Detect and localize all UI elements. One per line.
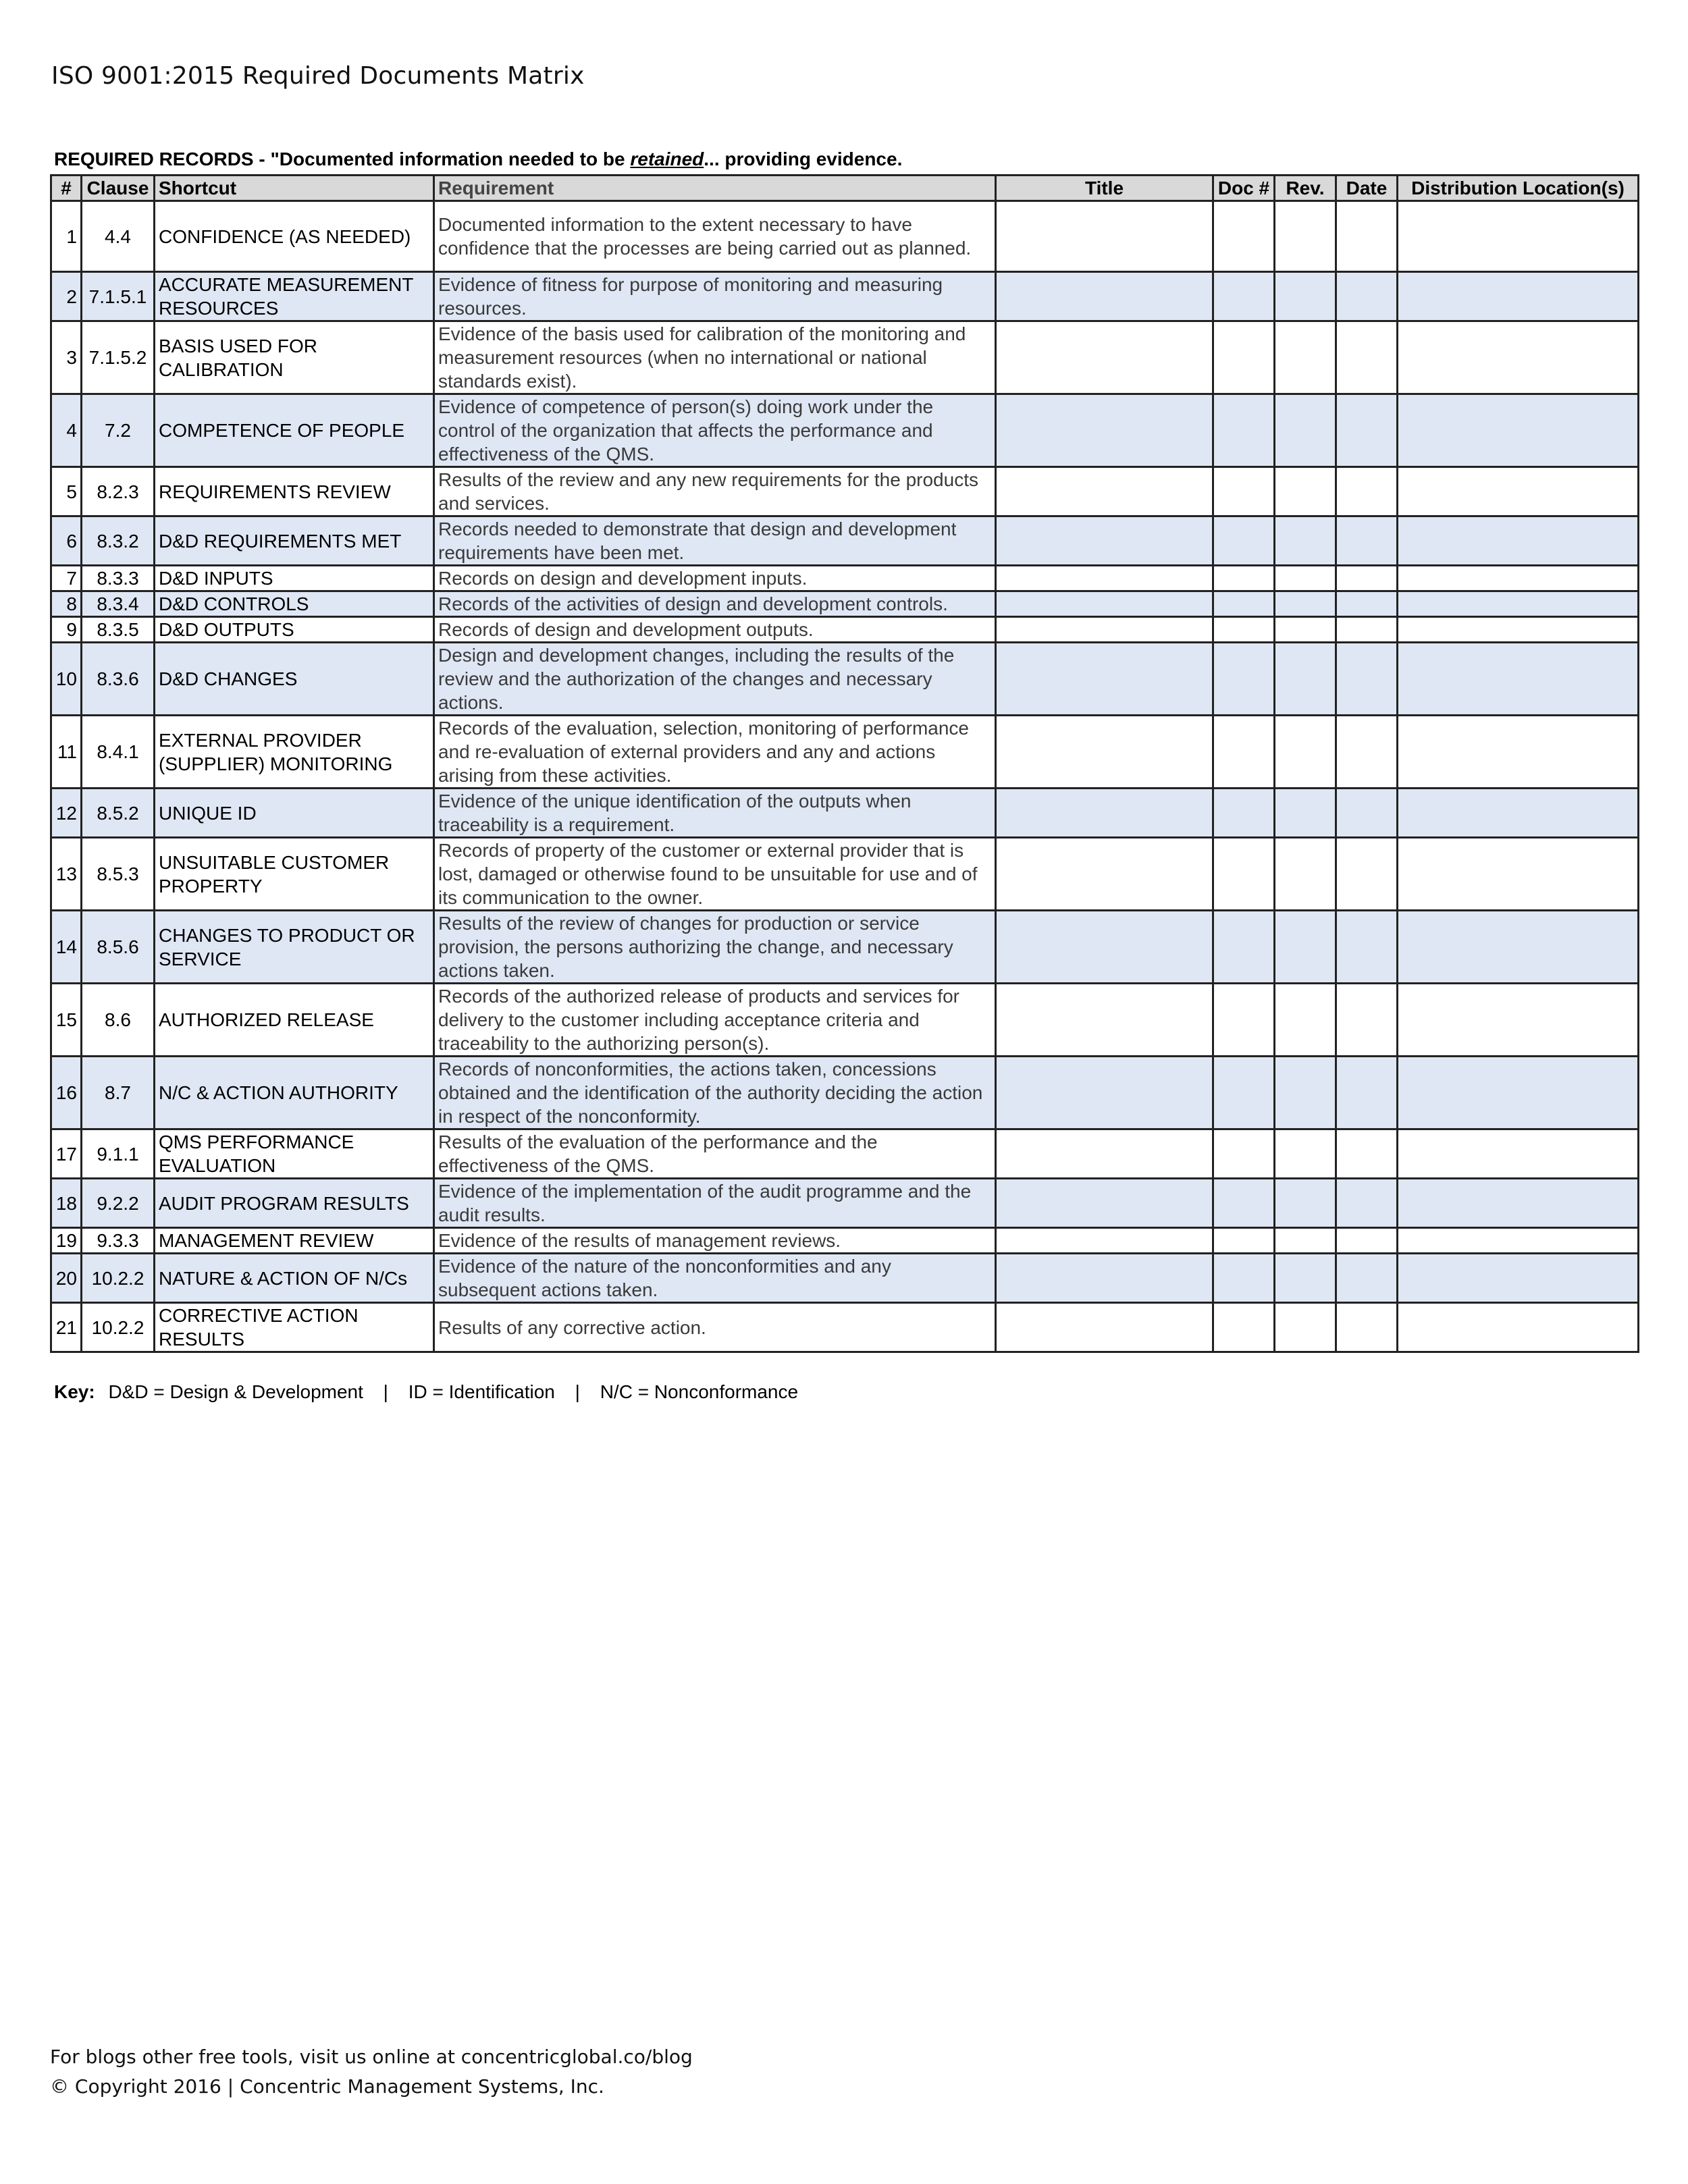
row-requirement: Results of any corrective action. bbox=[434, 1303, 996, 1352]
table-row bbox=[51, 984, 1639, 1057]
row-doc-num-cell bbox=[1213, 394, 1275, 467]
row-doc-num-cell bbox=[1213, 516, 1275, 566]
table-row bbox=[51, 643, 1639, 716]
row-num: 15 bbox=[51, 984, 82, 1057]
row-requirement: Documented information to the extent necessary to have confidence that the processes are being carried out as planned. bbox=[434, 201, 996, 272]
row-rev-cell bbox=[1275, 591, 1336, 617]
row-doc-num-cell bbox=[1213, 1179, 1275, 1228]
row-rev-cell bbox=[1275, 984, 1336, 1057]
table-row bbox=[51, 516, 1639, 566]
row-date-cell bbox=[1336, 394, 1398, 467]
row-clause: 10.2.2 bbox=[82, 1254, 155, 1303]
row-shortcut: ACCURATE MEASUREMENT RESOURCES bbox=[155, 272, 434, 321]
table-row bbox=[51, 201, 1639, 272]
row-rev-cell bbox=[1275, 394, 1336, 467]
row-shortcut: D&D OUTPUTS bbox=[155, 617, 434, 643]
row-requirement: Results of the evaluation of the performance and the effectiveness of the QMS. bbox=[434, 1129, 996, 1179]
row-num: 9 bbox=[51, 617, 82, 643]
row-shortcut: D&D CHANGES bbox=[155, 643, 434, 716]
row-num: 6 bbox=[51, 516, 82, 566]
row-distribution-cell bbox=[1398, 1303, 1639, 1352]
row-doc-num-cell bbox=[1213, 1057, 1275, 1129]
table-row bbox=[51, 394, 1639, 467]
key-entry-id: ID = Identification bbox=[408, 1381, 555, 1402]
row-clause: 8.6 bbox=[82, 984, 155, 1057]
row-clause: 8.3.6 bbox=[82, 643, 155, 716]
header-num: # bbox=[51, 176, 82, 201]
row-shortcut: D&D INPUTS bbox=[155, 566, 434, 591]
row-requirement: Results of the review and any new requirements for the products and services. bbox=[434, 467, 996, 516]
table-row bbox=[51, 1254, 1639, 1303]
row-num: 2 bbox=[51, 272, 82, 321]
row-distribution-cell bbox=[1398, 566, 1639, 591]
header-shortcut: Shortcut bbox=[155, 176, 434, 201]
row-title-cell bbox=[996, 984, 1213, 1057]
key-legend bbox=[54, 1381, 798, 1403]
row-title-cell bbox=[996, 1179, 1213, 1228]
row-title-cell bbox=[996, 838, 1213, 911]
row-requirement: Records of the evaluation, selection, monitoring of performance and re-evaluation of external providers and any and actions arising from these activities. bbox=[434, 716, 996, 789]
row-doc-num-cell bbox=[1213, 984, 1275, 1057]
row-rev-cell bbox=[1275, 1228, 1336, 1254]
row-rev-cell bbox=[1275, 1179, 1336, 1228]
row-requirement: Results of the review of changes for production or service provision, the persons authorizing the change, and necessary actions taken. bbox=[434, 911, 996, 984]
row-rev-cell bbox=[1275, 911, 1336, 984]
footer-blog-line: For blogs other free tools, visit us online at concentricglobal.co/blog bbox=[50, 2046, 693, 2068]
row-requirement: Evidence of the unique identification of the outputs when traceability is a requirement. bbox=[434, 789, 996, 838]
row-rev-cell bbox=[1275, 1254, 1336, 1303]
table-row bbox=[51, 617, 1639, 643]
row-title-cell bbox=[996, 516, 1213, 566]
row-clause: 8.4.1 bbox=[82, 716, 155, 789]
row-clause: 8.5.3 bbox=[82, 838, 155, 911]
row-doc-num-cell bbox=[1213, 566, 1275, 591]
row-title-cell bbox=[996, 617, 1213, 643]
row-num: 14 bbox=[51, 911, 82, 984]
row-num: 17 bbox=[51, 1129, 82, 1179]
row-date-cell bbox=[1336, 591, 1398, 617]
table-row bbox=[51, 272, 1639, 321]
row-date-cell bbox=[1336, 1228, 1398, 1254]
row-title-cell bbox=[996, 911, 1213, 984]
row-num: 10 bbox=[51, 643, 82, 716]
row-distribution-cell bbox=[1398, 201, 1639, 272]
row-clause: 8.3.5 bbox=[82, 617, 155, 643]
row-date-cell bbox=[1336, 716, 1398, 789]
row-shortcut: MANAGEMENT REVIEW bbox=[155, 1228, 434, 1254]
row-rev-cell bbox=[1275, 617, 1336, 643]
table-row bbox=[51, 1303, 1639, 1352]
row-title-cell bbox=[996, 1057, 1213, 1129]
row-date-cell bbox=[1336, 201, 1398, 272]
row-clause: 9.3.3 bbox=[82, 1228, 155, 1254]
table-row bbox=[51, 1179, 1639, 1228]
section-heading-prefix: REQUIRED RECORDS - "Documented information needed to be bbox=[54, 149, 631, 169]
row-requirement: Evidence of the nature of the nonconformities and any subsequent actions taken. bbox=[434, 1254, 996, 1303]
row-num: 7 bbox=[51, 566, 82, 591]
row-distribution-cell bbox=[1398, 321, 1639, 394]
row-date-cell bbox=[1336, 911, 1398, 984]
row-rev-cell bbox=[1275, 643, 1336, 716]
row-requirement: Records of the activities of design and development controls. bbox=[434, 591, 996, 617]
row-distribution-cell bbox=[1398, 716, 1639, 789]
table-header-row bbox=[51, 176, 1639, 201]
table-row bbox=[51, 838, 1639, 911]
row-num: 12 bbox=[51, 789, 82, 838]
row-num: 13 bbox=[51, 838, 82, 911]
row-distribution-cell bbox=[1398, 911, 1639, 984]
row-title-cell bbox=[996, 272, 1213, 321]
row-date-cell bbox=[1336, 1129, 1398, 1179]
row-distribution-cell bbox=[1398, 1228, 1639, 1254]
key-label: Key: bbox=[54, 1381, 95, 1402]
row-title-cell bbox=[996, 1254, 1213, 1303]
row-doc-num-cell bbox=[1213, 272, 1275, 321]
row-title-cell bbox=[996, 1228, 1213, 1254]
row-title-cell bbox=[996, 1129, 1213, 1179]
row-requirement: Records of property of the customer or external provider that is lost, damaged or otherwise found to be unsuitable for use and of its communication to the owner. bbox=[434, 838, 996, 911]
document-title: ISO 9001:2015 Required Documents Matrix bbox=[51, 62, 585, 90]
row-num: 16 bbox=[51, 1057, 82, 1129]
row-date-cell bbox=[1336, 321, 1398, 394]
table-row bbox=[51, 1228, 1639, 1254]
row-shortcut: REQUIREMENTS REVIEW bbox=[155, 467, 434, 516]
row-rev-cell bbox=[1275, 566, 1336, 591]
row-date-cell bbox=[1336, 1254, 1398, 1303]
row-shortcut: UNSUITABLE CUSTOMER PROPERTY bbox=[155, 838, 434, 911]
row-title-cell bbox=[996, 321, 1213, 394]
row-date-cell bbox=[1336, 643, 1398, 716]
row-distribution-cell bbox=[1398, 394, 1639, 467]
row-title-cell bbox=[996, 201, 1213, 272]
row-doc-num-cell bbox=[1213, 467, 1275, 516]
row-shortcut: NATURE & ACTION OF N/Cs bbox=[155, 1254, 434, 1303]
table-row bbox=[51, 716, 1639, 789]
row-title-cell bbox=[996, 566, 1213, 591]
row-rev-cell bbox=[1275, 321, 1336, 394]
row-distribution-cell bbox=[1398, 838, 1639, 911]
row-date-cell bbox=[1336, 566, 1398, 591]
row-num: 3 bbox=[51, 321, 82, 394]
row-requirement: Records of nonconformities, the actions taken, concessions obtained and the identification of the authority deciding the action in respect of the nonconformity. bbox=[434, 1057, 996, 1129]
row-shortcut: AUTHORIZED RELEASE bbox=[155, 984, 434, 1057]
row-date-cell bbox=[1336, 467, 1398, 516]
row-date-cell bbox=[1336, 838, 1398, 911]
row-distribution-cell bbox=[1398, 1057, 1639, 1129]
row-title-cell bbox=[996, 643, 1213, 716]
row-shortcut: EXTERNAL PROVIDER (SUPPLIER) MONITORING bbox=[155, 716, 434, 789]
row-num: 1 bbox=[51, 201, 82, 272]
row-distribution-cell bbox=[1398, 467, 1639, 516]
row-num: 11 bbox=[51, 716, 82, 789]
table-row bbox=[51, 1057, 1639, 1129]
row-clause: 9.2.2 bbox=[82, 1179, 155, 1228]
row-clause: 10.2.2 bbox=[82, 1303, 155, 1352]
row-clause: 8.2.3 bbox=[82, 467, 155, 516]
row-num: 4 bbox=[51, 394, 82, 467]
row-doc-num-cell bbox=[1213, 1228, 1275, 1254]
row-num: 18 bbox=[51, 1179, 82, 1228]
table-row bbox=[51, 911, 1639, 984]
key-separator: | bbox=[383, 1381, 388, 1402]
row-requirement: Records of the authorized release of products and services for delivery to the customer including acceptance criteria and traceability to the authorizing person(s). bbox=[434, 984, 996, 1057]
row-rev-cell bbox=[1275, 272, 1336, 321]
row-doc-num-cell bbox=[1213, 201, 1275, 272]
row-rev-cell bbox=[1275, 838, 1336, 911]
row-num: 8 bbox=[51, 591, 82, 617]
row-requirement: Records needed to demonstrate that design and development requirements have been met. bbox=[434, 516, 996, 566]
key-entry-dd: D&D = Design & Development bbox=[108, 1381, 363, 1402]
row-distribution-cell bbox=[1398, 1254, 1639, 1303]
table-row bbox=[51, 321, 1639, 394]
section-heading-suffix: ... providing evidence. bbox=[704, 149, 903, 169]
row-date-cell bbox=[1336, 1057, 1398, 1129]
row-shortcut: CORRECTIVE ACTION RESULTS bbox=[155, 1303, 434, 1352]
row-shortcut: COMPETENCE OF PEOPLE bbox=[155, 394, 434, 467]
row-requirement: Records of design and development outputs. bbox=[434, 617, 996, 643]
row-shortcut: CONFIDENCE (AS NEEDED) bbox=[155, 201, 434, 272]
row-doc-num-cell bbox=[1213, 1129, 1275, 1179]
row-clause: 8.5.6 bbox=[82, 911, 155, 984]
row-shortcut: D&D CONTROLS bbox=[155, 591, 434, 617]
row-num: 19 bbox=[51, 1228, 82, 1254]
row-rev-cell bbox=[1275, 467, 1336, 516]
row-rev-cell bbox=[1275, 201, 1336, 272]
table-row bbox=[51, 789, 1639, 838]
row-distribution-cell bbox=[1398, 591, 1639, 617]
row-doc-num-cell bbox=[1213, 838, 1275, 911]
row-clause: 7.1.5.2 bbox=[82, 321, 155, 394]
records-body bbox=[51, 201, 1639, 1352]
row-requirement: Design and development changes, including the results of the review and the authorization of the changes and necessary actions. bbox=[434, 643, 996, 716]
row-requirement: Evidence of the basis used for calibration of the monitoring and measurement resources (when no international or national standards exist). bbox=[434, 321, 996, 394]
row-shortcut: CHANGES TO PRODUCT OR SERVICE bbox=[155, 911, 434, 984]
row-requirement: Evidence of the implementation of the audit programme and the audit results. bbox=[434, 1179, 996, 1228]
row-title-cell bbox=[996, 789, 1213, 838]
row-shortcut: AUDIT PROGRAM RESULTS bbox=[155, 1179, 434, 1228]
footer-copyright: © Copyright 2016 | Concentric Management Systems, Inc. bbox=[50, 2075, 604, 2098]
row-requirement: Evidence of fitness for purpose of monitoring and measuring resources. bbox=[434, 272, 996, 321]
row-clause: 9.1.1 bbox=[82, 1129, 155, 1179]
row-rev-cell bbox=[1275, 716, 1336, 789]
row-rev-cell bbox=[1275, 516, 1336, 566]
row-requirement: Records on design and development inputs. bbox=[434, 566, 996, 591]
row-rev-cell bbox=[1275, 1057, 1336, 1129]
row-title-cell bbox=[996, 1303, 1213, 1352]
row-distribution-cell bbox=[1398, 643, 1639, 716]
row-title-cell bbox=[996, 591, 1213, 617]
row-distribution-cell bbox=[1398, 789, 1639, 838]
row-date-cell bbox=[1336, 516, 1398, 566]
table-row bbox=[51, 566, 1639, 591]
row-distribution-cell bbox=[1398, 984, 1639, 1057]
header-distribution: Distribution Location(s) bbox=[1398, 176, 1639, 201]
section-heading-emphasis: retained bbox=[630, 149, 704, 169]
row-shortcut: BASIS USED FOR CALIBRATION bbox=[155, 321, 434, 394]
required-records-table bbox=[50, 174, 1639, 1353]
row-date-cell bbox=[1336, 272, 1398, 321]
key-separator: | bbox=[575, 1381, 580, 1402]
row-num: 21 bbox=[51, 1303, 82, 1352]
row-date-cell bbox=[1336, 617, 1398, 643]
header-rev: Rev. bbox=[1275, 176, 1336, 201]
row-clause: 4.4 bbox=[82, 201, 155, 272]
row-doc-num-cell bbox=[1213, 643, 1275, 716]
row-clause: 8.7 bbox=[82, 1057, 155, 1129]
row-clause: 8.3.4 bbox=[82, 591, 155, 617]
row-rev-cell bbox=[1275, 1129, 1336, 1179]
row-title-cell bbox=[996, 716, 1213, 789]
row-distribution-cell bbox=[1398, 617, 1639, 643]
table-row bbox=[51, 467, 1639, 516]
row-doc-num-cell bbox=[1213, 591, 1275, 617]
row-distribution-cell bbox=[1398, 1179, 1639, 1228]
row-distribution-cell bbox=[1398, 272, 1639, 321]
row-doc-num-cell bbox=[1213, 617, 1275, 643]
table-row bbox=[51, 1129, 1639, 1179]
table-row bbox=[51, 591, 1639, 617]
section-heading bbox=[54, 149, 902, 170]
row-doc-num-cell bbox=[1213, 789, 1275, 838]
row-clause: 8.3.2 bbox=[82, 516, 155, 566]
row-num: 5 bbox=[51, 467, 82, 516]
header-title: Title bbox=[996, 176, 1213, 201]
row-doc-num-cell bbox=[1213, 1303, 1275, 1352]
row-rev-cell bbox=[1275, 1303, 1336, 1352]
row-shortcut: D&D REQUIREMENTS MET bbox=[155, 516, 434, 566]
row-clause: 8.3.3 bbox=[82, 566, 155, 591]
row-date-cell bbox=[1336, 1179, 1398, 1228]
row-shortcut: QMS PERFORMANCE EVALUATION bbox=[155, 1129, 434, 1179]
header-requirement: Requirement bbox=[434, 176, 996, 201]
row-requirement: Evidence of competence of person(s) doing work under the control of the organization that affects the performance and effectiveness of the QMS. bbox=[434, 394, 996, 467]
row-num: 20 bbox=[51, 1254, 82, 1303]
key-entry-nc: N/C = Nonconformance bbox=[600, 1381, 799, 1402]
row-doc-num-cell bbox=[1213, 911, 1275, 984]
row-doc-num-cell bbox=[1213, 1254, 1275, 1303]
row-date-cell bbox=[1336, 789, 1398, 838]
row-distribution-cell bbox=[1398, 1129, 1639, 1179]
row-shortcut: N/C & ACTION AUTHORITY bbox=[155, 1057, 434, 1129]
header-clause: Clause bbox=[82, 176, 155, 201]
row-rev-cell bbox=[1275, 789, 1336, 838]
header-date: Date bbox=[1336, 176, 1398, 201]
row-doc-num-cell bbox=[1213, 716, 1275, 789]
row-title-cell bbox=[996, 394, 1213, 467]
row-date-cell bbox=[1336, 1303, 1398, 1352]
row-date-cell bbox=[1336, 984, 1398, 1057]
row-requirement: Evidence of the results of management reviews. bbox=[434, 1228, 996, 1254]
row-distribution-cell bbox=[1398, 516, 1639, 566]
row-clause: 7.2 bbox=[82, 394, 155, 467]
row-clause: 7.1.5.1 bbox=[82, 272, 155, 321]
row-title-cell bbox=[996, 467, 1213, 516]
row-shortcut: UNIQUE ID bbox=[155, 789, 434, 838]
row-clause: 8.5.2 bbox=[82, 789, 155, 838]
row-doc-num-cell bbox=[1213, 321, 1275, 394]
header-doc-num: Doc # bbox=[1213, 176, 1275, 201]
